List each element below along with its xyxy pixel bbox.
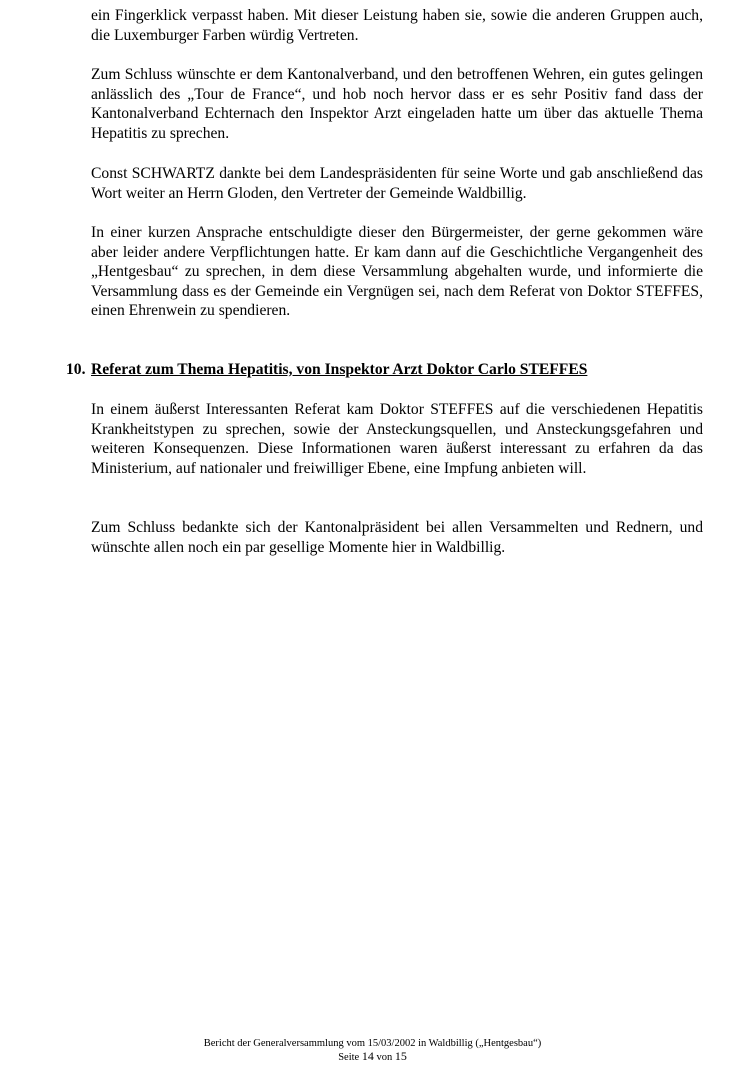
body-paragraph-3: Const SCHWARTZ dankte bei dem Landespräsidenten für seine Worte und gab anschließend das Wort weiter an Herrn Gloden, den Vertreter der Gemeinde Waldbillig. (91, 165, 703, 202)
section-number: 10. (66, 361, 86, 378)
page-current: 14 (361, 1049, 374, 1063)
section-title: Referat zum Thema Hepatitis, von Inspektor Arzt Doktor Carlo STEFFES (91, 361, 588, 378)
section-heading (66, 360, 706, 380)
body-paragraph-4: In einer kurzen Ansprache entschuldigte dieser den Bürgermeister, der gerne gekommen wäre aber leider andere Verpflichtungen hatte. Er kam dann auf die Geschichtliche Vergangenheit des „Hentgesbau“ zu sprechen, in dem diese Versammlung abgehalten wurde, und informierte die Versammlung dass es der Gemeinde ein Vergnügen sei, nach dem Referat von Doktor STEFFES, einen Ehrenwein zu spendieren. (91, 224, 703, 320)
page-label: Seite (338, 1052, 360, 1063)
page-of: von (376, 1052, 393, 1063)
body-paragraph-2: Zum Schluss wünschte er dem Kantonalverband, und den betroffenen Wehren, ein gutes gelingen anlässlich des „Tour de France“, und hob noch hervor dass er es sehr Positiv fand dass der Kantonalverband Echternach den Inspektor Arzt eingeladen hatte um über das aktuelle Thema Hepatitis zu sprechen. (91, 66, 703, 142)
section-paragraph-2: Zum Schluss bedankte sich der Kantonalpräsident bei allen Versammelten und Rednern, und wünschte allen noch ein par gesellige Momente hier in Waldbillig. (91, 519, 703, 556)
page-total: 15 (394, 1049, 407, 1063)
footer-report-line: Bericht der Generalversammlung vom 15/03/2002 in Waldbillig („Hentgesbau“) (203, 1038, 542, 1049)
section-paragraph-1: In einem äußerst Interessanten Referat kam Doktor STEFFES auf die verschiedenen Hepatitis Krankheitstypen zu sprechen, sowie der Ansteckungsquellen, und Ansteckungsgefahren und weiteren Konsequenzen. Diese Informationen waren äußerst interessant zu erfahren da das Ministerium, auf nationaler und freiwilliger Ebene, eine Impfung anbieten will. (91, 401, 703, 477)
footer-page-number (0, 1050, 745, 1064)
body-paragraph-1: ein Fingerklick verpasst haben. Mit dieser Leistung haben sie, sowie die anderen Gruppen auch, die Luxemburger Farben würdig Vertreten. (91, 7, 703, 44)
